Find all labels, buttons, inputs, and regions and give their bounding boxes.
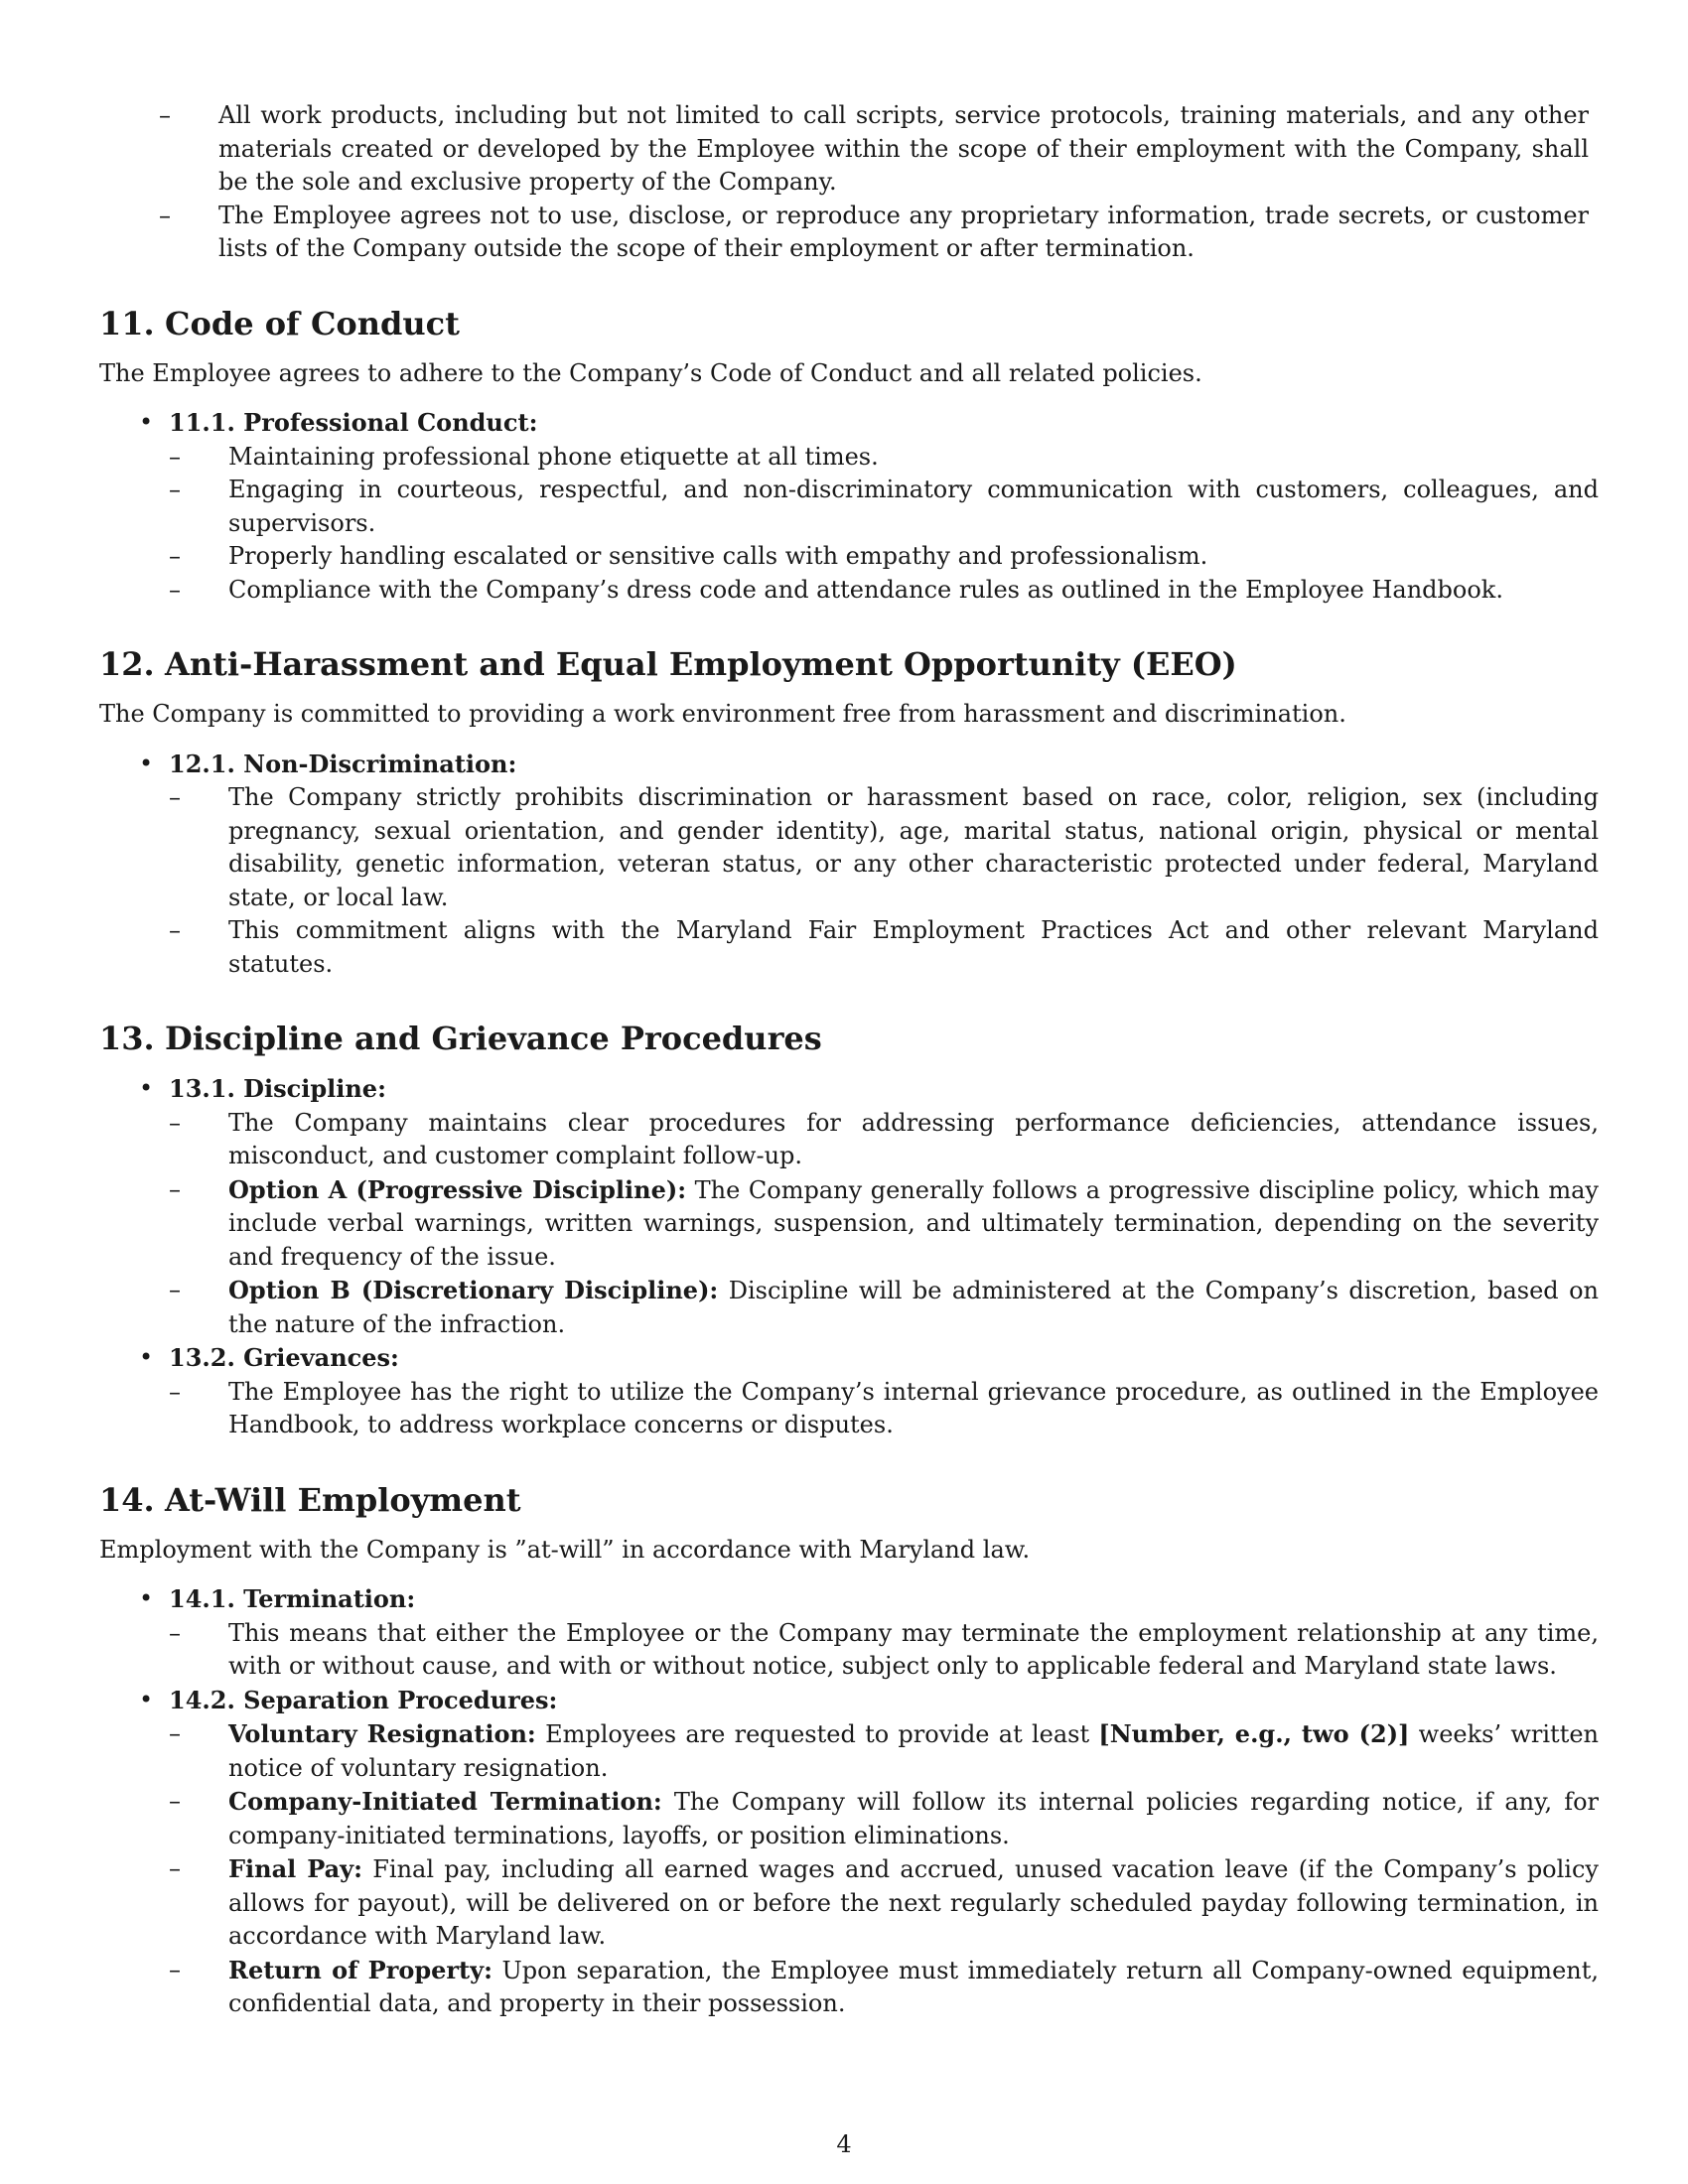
list-item: – Engaging in courteous, respectful, and non-discriminatory communication with customers, colleagues, and supervisors.	[169, 476, 1599, 537]
item-list	[169, 1376, 1599, 1442]
list-item: – Maintaining professional phone etiquette at all times.	[169, 442, 879, 471]
item-list	[169, 781, 1599, 981]
subsection-11-1: • 11.1. Professional Conduct: – Maintaining professional phone etiquette at all times. – Engaging in courteous, respectful, and non-discriminatory communication with customers, colleagues, and supervisors. – Properly handling escalated or sensitive calls with empathy and professionalism. – Compliance with the Company’s dress code and attendance rules as outlined in the Employee Handbook.	[99, 406, 1589, 607]
subsection-14-2: • 14.2. Separation Procedures: – Voluntary Resignation: Employees are requested to provide at least [Number, e.g., two (2)] weeks’ written notice of voluntary resignation. – Company-Initiated Termination: The Company will follow its internal policies regarding notice, if any, for company-initiated terminations, layoffs, or position eliminations. – Final Pay: Final pay, including all earned wages and accrued, unused vacation leave (if the Company’s policy allows for payout), will be delivered on or before the next regularly scheduled payday following termination, in accordance with Maryland law. – Return of Property: Upon separation, the Employee must immediately return all Company-owned equipment, confidential data, and property in their possession.	[99, 1684, 1589, 2021]
list-item: – All work products, including but not limited to call scripts, service protocols, training materials, and any other materials created or developed by the Employee within the scope of their employment with the Company, shall be the sole and exclusive property of the Company.	[159, 101, 1589, 196]
section-intro: The Employee agrees to adhere to the Company’s Code of Conduct and all related policies.	[99, 358, 1202, 387]
list-item: – Return of Property: Upon separation, the Employee must immediately return all Company-owned equipment, confidential data, and property in their possession.	[169, 1955, 1599, 2017]
list-item: – This commitment aligns with the Maryland Fair Employment Practices Act and other relevant Maryland statutes.	[169, 916, 1599, 978]
list-item: – The Company maintains clear procedures for addressing performance deficiencies, attendance issues, misconduct, and customer complaint follow-up.	[169, 1108, 1599, 1169]
subsection-13-2: • 13.2. Grievances: – The Employee has the right to utilize the Company’s internal grievance procedure, as outlined in the Employee Handbook, to address workplace concerns or disputes.	[99, 1341, 1589, 1442]
bullet-marker: •	[139, 408, 154, 436]
subsection-list	[99, 1072, 1599, 1442]
list-item: – The Company strictly prohibits discrimination or harassment based on race, color, religion, sex (including pregnancy, sexual orientation, and gender identity), age, marital status, national origin, physical or mental disability, genetic information, veteran status, or any other characteristic protected under federal, Maryland state, or local law.	[169, 783, 1599, 911]
list-item: – This means that either the Employee or the Company may terminate the employment relationship at any time, with or without cause, and with or without notice, subject only to applicable federal and Maryland state laws.	[169, 1618, 1599, 1680]
list-item: – Company-Initiated Termination: The Company will follow its internal policies regarding notice, if any, for company-initiated terminations, layoffs, or position eliminations.	[169, 1787, 1600, 1849]
section-heading-12: 12. Anti-Harassment and Equal Employment Opportunity (EEO)	[99, 645, 1237, 683]
section-heading-14: 14. At-Will Employment	[99, 1480, 521, 1519]
subsection-list	[99, 1582, 1600, 2021]
continued-list	[99, 99, 1589, 266]
subsection-list	[99, 748, 1599, 982]
list-item: – The Employee agrees not to use, disclose, or reproduce any proprietary information, trade secrets, or customer lists of the Company outside the scope of their employment or after termination.	[159, 201, 1589, 262]
list-item: – Properly handling escalated or sensitive calls with empathy and professionalism.	[169, 542, 1208, 570]
section-heading-13: 13. Discipline and Grievance Procedures	[99, 1020, 822, 1057]
placeholder-text: [Number, e.g., two (2)]	[1098, 1719, 1410, 1748]
list-item: – Option B (Discretionary Discipline): Discipline will be administered at the Company’s discretion, based on the nature of the infraction.	[169, 1276, 1599, 1338]
page-content	[99, 99, 1600, 2021]
dash-marker: –	[159, 101, 171, 129]
subsection-14-1: • 14.1. Termination: – This means that either the Employee or the Company may terminate the employment relationship at any time, with or without cause, and with or without notice, subject only to applicable federal and Maryland state laws.	[99, 1582, 1589, 1684]
bullet-marker: •	[139, 1074, 154, 1102]
list-item: – Option A (Progressive Discipline): The Company generally follows a progressive discipline policy, which may include verbal warnings, written warnings, suspension, and ultimately termination, depending on the severity and frequency of the issue.	[169, 1174, 1599, 1271]
item-list	[169, 441, 1599, 608]
section-intro: The Company is committed to providing a work environment free from harassment and discrimination.	[99, 700, 1346, 728]
bullet-marker: •	[139, 1343, 154, 1371]
item-list	[169, 1107, 1599, 1342]
subsection-13-1: • 13.1. Discipline: – The Company maintains clear procedures for addressing performance deficiencies, attendance issues, misconduct, and customer complaint follow-up. – Option A (Progressive Discipline): The Company generally follows a progressive discipline policy, which may include verbal warnings, written warnings, suspension, and ultimately termination, depending on the severity and frequency of the issue. – Option B (Discretionary Discipline): Discipline will be administered at the Company’s discretion, based on the nature of the infraction.	[99, 1072, 1589, 1341]
bullet-marker: •	[139, 1685, 154, 1713]
section-heading-11: 11. Code of Conduct	[99, 304, 460, 342]
bullet-marker: •	[139, 749, 154, 777]
list-item: – Final Pay: Final pay, including all earned wages and accrued, unused vacation leave (if the Company’s policy allows for payout), will be delivered on or before the next regularly scheduled payday following termination, in accordance with Maryland law.	[169, 1854, 1599, 1950]
subsection-list	[99, 406, 1599, 607]
list-item: – Compliance with the Company’s dress code and attendance rules as outlined in the Employee Handbook.	[169, 575, 1503, 604]
item-list	[169, 1717, 1600, 2021]
list-item: – Voluntary Resignation: Employees are requested to provide at least [Number, e.g., two (2)] weeks’ written notice of voluntary resignation.	[169, 1719, 1600, 1782]
bullet-marker: •	[139, 1584, 154, 1612]
section-intro: Employment with the Company is ”at-will” in accordance with Maryland law.	[99, 1535, 1031, 1564]
item-list	[169, 1617, 1599, 1684]
subsection-12-1: • 12.1. Non-Discrimination: – The Company strictly prohibits discrimination or harassment based on race, color, religion, sex (including pregnancy, sexual orientation, and gender identity), age, marital status, national origin, physical or mental disability, genetic information, veteran status, or any other characteristic protected under federal, Maryland state, or local law. – This commitment aligns with the Maryland Fair Employment Practices Act and other relevant Maryland statutes.	[99, 748, 1589, 982]
page-number: 4	[836, 2130, 852, 2158]
dash-marker: –	[159, 201, 171, 229]
list-item: – The Employee has the right to utilize the Company’s internal grievance procedure, as outlined in the Employee Handbook, to address workplace concerns or disputes.	[169, 1377, 1599, 1438]
